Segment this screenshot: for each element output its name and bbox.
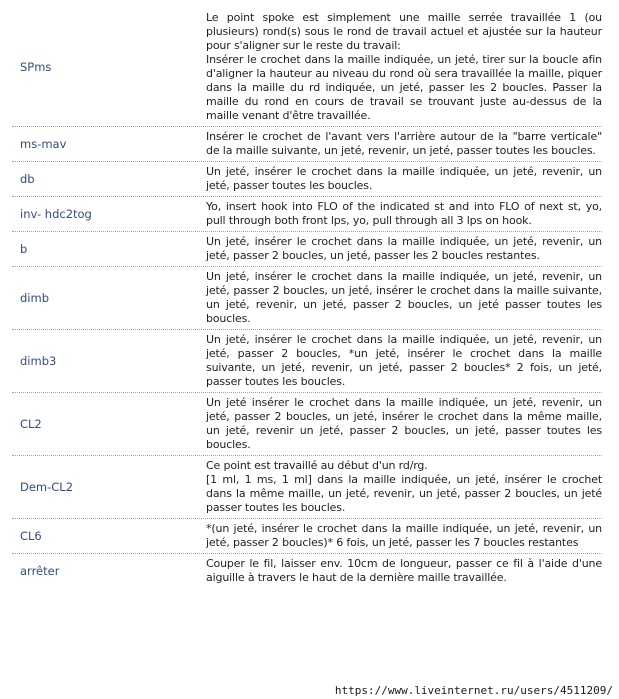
glossary-row <box>12 456 602 519</box>
glossary-row <box>12 232 602 267</box>
glossary-row <box>12 519 602 554</box>
glossary-row <box>12 267 602 330</box>
glossary-row <box>12 393 602 456</box>
stitch-description: Couper le fil, laisser env. 10cm de longueur, passer ce fil à l'aide d'une aiguille à travers le haut de la dernière maille travaillée. <box>206 557 602 584</box>
glossary-row <box>12 8 602 127</box>
glossary-row <box>12 162 602 197</box>
glossary-row <box>12 330 602 393</box>
glossary-row <box>12 554 602 588</box>
stitch-abbreviation: dimb3 <box>20 354 57 368</box>
source-url-watermark: https://www.liveinternet.ru/users/4511209/ <box>334 684 613 697</box>
stitch-abbreviation: dimb <box>20 291 49 305</box>
stitch-abbreviation: CL2 <box>20 417 42 431</box>
stitch-abbreviation: b <box>20 242 28 256</box>
stitch-abbreviation: ms-mav <box>20 137 67 151</box>
stitch-abbreviation: SPms <box>20 60 52 74</box>
stitch-description: Ce point est travaillé au début d'un rd/rg. [1 ml, 1 ms, 1 ml] dans la maille indiquée, un jeté, insérer le crochet dans la même maille, un jeté, revenir, un jeté, passer 2 boucles, un jeté passer toutes les boucles. <box>206 459 602 514</box>
stitch-description: Le point spoke est simplement une maille serrée travaillée 1 (ou plusieurs) rond(s) sous le rond de travail actuel et ajustée sur la hauteur pour s'aligner sur le reste du travail: Insérer le crochet dans la maille indiquée, un jeté, tirer sur la boucle afin d'aligner la hauteur au niveau du rond où sera travaillée la maille, piquer dans la maille du rd indiquée, un jeté, passer les 2 boucles. Passer la maille du rond en cours de travail se trouvant juste au-dessus de la maille venant d'être travaillée. <box>206 11 602 122</box>
stitch-description: Un jeté, insérer le crochet dans la maille indiquée, un jeté, revenir, un jeté, passer toutes les boucles. <box>206 165 602 192</box>
stitch-description: Un jeté, insérer le crochet dans la maille indiquée, un jeté, revenir, un jeté, passer 2 boucles, un jeté, passer les 2 boucles restantes. <box>206 235 602 262</box>
stitch-abbreviation: Dem-CL2 <box>20 480 74 494</box>
stitch-description: Un jeté insérer le crochet dans la maille indiquée, un jeté, revenir, un jeté, passer 2 boucles, un jeté, insérer le crochet dans la même maille, un jeté, revenir un jeté, passer 2 boucles, un jeté, passer toutes les boucles. <box>206 396 602 451</box>
stitch-description: Un jeté, insérer le crochet dans la maille indiquée, un jeté, revenir, un jeté, passer 2 boucles, *un jeté, insérer le crochet dans la maille suivante, un jeté, revenir, un jeté, passer 2 boucles* 2 fois, un jeté, passer toutes les boucles. <box>206 333 602 388</box>
stitch-abbreviation: db <box>20 172 35 186</box>
glossary-row <box>12 197 602 232</box>
stitch-abbreviation: CL6 <box>20 529 42 543</box>
stitch-description: Insérer le crochet de l'avant vers l'arrière autour de la "barre verticale" de la maille suivante, un jeté, revenir, un jeté, passer toutes les boucles. <box>206 130 602 157</box>
stitch-description: Un jeté, insérer le crochet dans la maille indiquée, un jeté, revenir, un jeté, passer 2 boucles, un jeté, insérer le crochet dans la maille suivante, un jeté, revenir, un jeté, passer 2 boucles, un jeté passer toutes les boucles. <box>206 270 602 325</box>
stitch-description: Yo, insert hook into FLO of the indicated st and into FLO of next st, yo, pull through both front lps, yo, pull through all 3 lps on hook. <box>206 200 602 227</box>
stitch-description: *(un jeté, insérer le crochet dans la maille indiquée, un jeté, revenir, un jeté, passer 2 boucles)* 6 fois, un jeté, passer les 7 boucles restantes <box>206 522 602 549</box>
glossary-row <box>12 127 602 162</box>
stitch-abbreviation: arrêter <box>20 564 60 578</box>
stitch-glossary <box>12 8 602 588</box>
stitch-abbreviation: inv- hdc2tog <box>20 207 92 221</box>
